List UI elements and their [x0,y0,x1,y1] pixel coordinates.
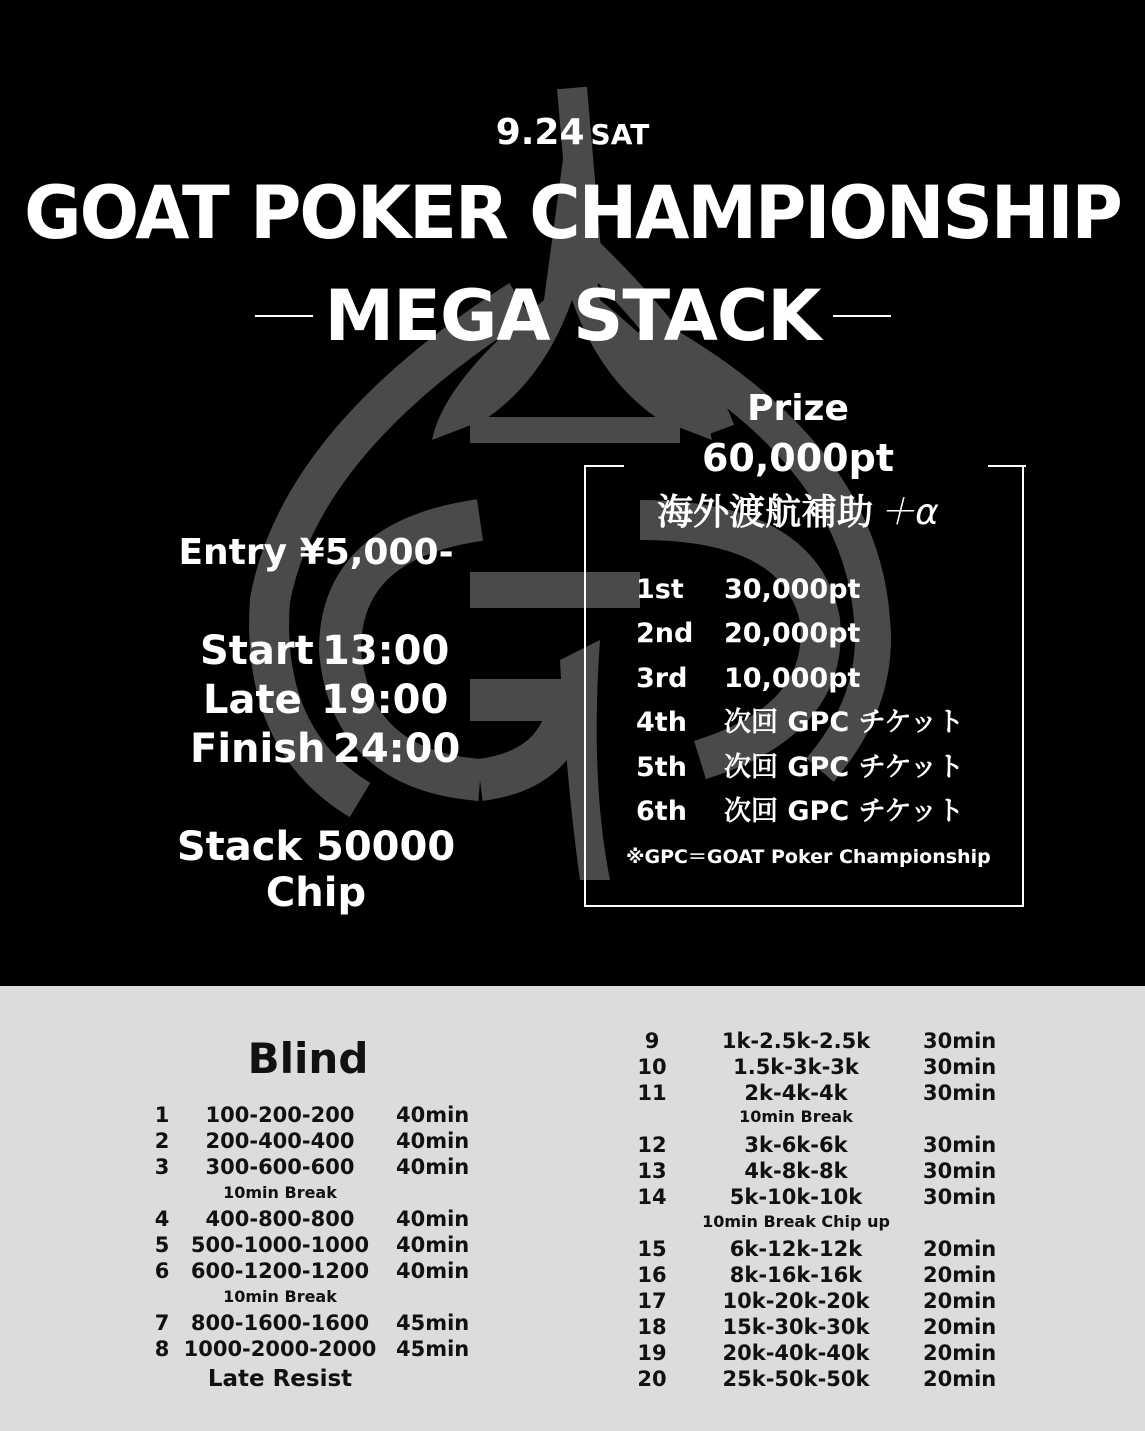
blind-duration: 40min [396,1129,470,1153]
blind-level: 15 [637,1237,667,1261]
blind-amounts: 300-600-600 [205,1155,355,1179]
blind-amounts: 2k-4k-4k [744,1081,848,1105]
event-subtitle: MEGA STACK [324,275,821,357]
blind-amounts: 4k-8k-8k [744,1159,848,1183]
blind-amounts: 20k-40k-40k [722,1341,870,1365]
entry-fee: Entry ¥5,000- [178,532,454,573]
prize-rank: 5th [636,752,687,783]
blind-level: 3 [154,1155,170,1179]
time-row-start [200,628,449,674]
prize-reward: 10,000pt [724,663,861,694]
blind-amounts: 500-1000-1000 [190,1233,370,1257]
blind-amounts: 1.5k-3k-3k [733,1055,859,1079]
blind-amounts: 800-1600-1600 [190,1311,370,1335]
blind-level: 4 [154,1207,170,1231]
subtitle-row [0,276,1145,356]
blind-structure-section [0,986,1145,1431]
prize-rank-row [636,705,964,741]
prize-rank-row [636,616,860,652]
blind-level: 19 [637,1341,667,1365]
prize-rank: 1st [636,574,684,605]
blind-amounts: 600-1200-1200 [190,1259,370,1283]
prize-rank-row [636,572,860,608]
break-note: 10min Break [223,1183,337,1202]
break-note: 10min Break [223,1287,337,1306]
prize-reward: 次回 GPC チケット [724,796,965,827]
blind-duration: 30min [923,1133,997,1157]
blind-duration: 30min [923,1159,997,1183]
blind-level: 18 [637,1315,667,1339]
prize-reward: 次回 GPC チケット [724,707,965,738]
time-row-late [203,677,448,723]
blind-amounts: 15k-30k-30k [722,1315,870,1339]
blind-duration: 40min [396,1259,470,1283]
blind-level: 2 [154,1129,170,1153]
blind-level: 20 [637,1367,667,1391]
blind-amounts: 1000-2000-2000 [183,1337,377,1361]
time-value: 24:00 [333,726,461,772]
blind-level: 14 [637,1185,667,1209]
blind-level: 7 [154,1311,170,1335]
blind-duration: 30min [923,1081,997,1105]
blind-title: Blind [247,1034,369,1083]
time-row-finish [190,726,460,772]
date-day: SAT [590,118,650,151]
prize-rank: 2nd [636,618,694,649]
blind-level: 13 [637,1159,667,1183]
time-value: 19:00 [321,677,449,723]
time-label: Finish [190,726,326,772]
blind-amounts: 8k-16k-16k [729,1263,863,1287]
blind-amounts: 400-800-800 [205,1207,355,1231]
starting-stack: Stack 50000 Chip [176,824,456,916]
prize-rank: 4th [636,707,687,738]
blind-duration: 20min [923,1315,997,1339]
blind-level: 1 [154,1103,170,1127]
blind-level: 9 [644,1029,660,1053]
prize-rank-row [636,661,860,697]
event-date [0,112,1145,153]
blind-level: 17 [637,1289,667,1313]
prize-rank: 3rd [636,663,688,694]
blind-amounts: 100-200-200 [205,1103,355,1127]
prize-extra-text: 海外渡航補助 [657,492,874,533]
blind-amounts: 3k-6k-6k [744,1133,848,1157]
prize-reward: 次回 GPC チケット [724,752,965,783]
blind-duration: 20min [923,1367,997,1391]
blind-duration: 40min [396,1103,470,1127]
blind-duration: 45min [396,1337,470,1361]
blind-level: 10 [637,1055,667,1079]
prize-label: Prize [747,388,849,429]
blind-duration: 20min [923,1289,997,1313]
prize-reward: 30,000pt [724,574,861,605]
blind-level: 16 [637,1263,667,1287]
blind-duration: 40min [396,1155,470,1179]
blind-duration: 45min [396,1311,470,1335]
late-registration-label: Late Resist [207,1366,353,1392]
prize-extra-symbol: ＋α [879,492,939,533]
blind-amounts: 25k-50k-50k [722,1367,870,1391]
event-title: GOAT POKER CHAMPIONSHIP [24,169,1121,257]
blind-duration: 20min [923,1237,997,1261]
blind-amounts: 10k-20k-20k [722,1289,870,1313]
prize-rank: 6th [636,796,687,827]
blind-duration: 40min [396,1233,470,1257]
blind-duration: 30min [923,1029,997,1053]
break-note: 10min Break Chip up [702,1212,890,1231]
prize-rank-row [636,750,964,786]
blind-duration: 30min [923,1055,997,1079]
blind-amounts: 6k-12k-12k [729,1237,863,1261]
blind-level: 5 [154,1233,170,1257]
subtitle-dash-left [255,315,313,317]
time-label: Start [200,628,314,674]
prize-footnote: ※GPC＝GOAT Poker Championship [626,846,991,868]
blind-level: 11 [637,1081,667,1105]
blind-duration: 40min [396,1207,470,1231]
time-label: Late [203,677,302,723]
blind-level: 12 [637,1133,667,1157]
blind-level: 6 [154,1259,170,1283]
prize-extra [598,484,998,535]
blind-level: 8 [154,1337,170,1361]
break-note: 10min Break [739,1107,853,1126]
blind-amounts: 200-400-400 [205,1129,355,1153]
blind-duration: 30min [923,1185,997,1209]
blind-duration: 20min [923,1341,997,1365]
prize-rank-row [636,794,964,830]
date-value: 9.24 [495,112,585,153]
blind-amounts: 5k-10k-10k [729,1185,863,1209]
prize-amount: 60,000pt [701,436,894,480]
blind-amounts: 1k-2.5k-2.5k [721,1029,871,1053]
time-value: 13:00 [322,628,450,674]
blind-duration: 20min [923,1263,997,1287]
subtitle-dash-right [833,315,891,317]
prize-reward: 20,000pt [724,618,861,649]
